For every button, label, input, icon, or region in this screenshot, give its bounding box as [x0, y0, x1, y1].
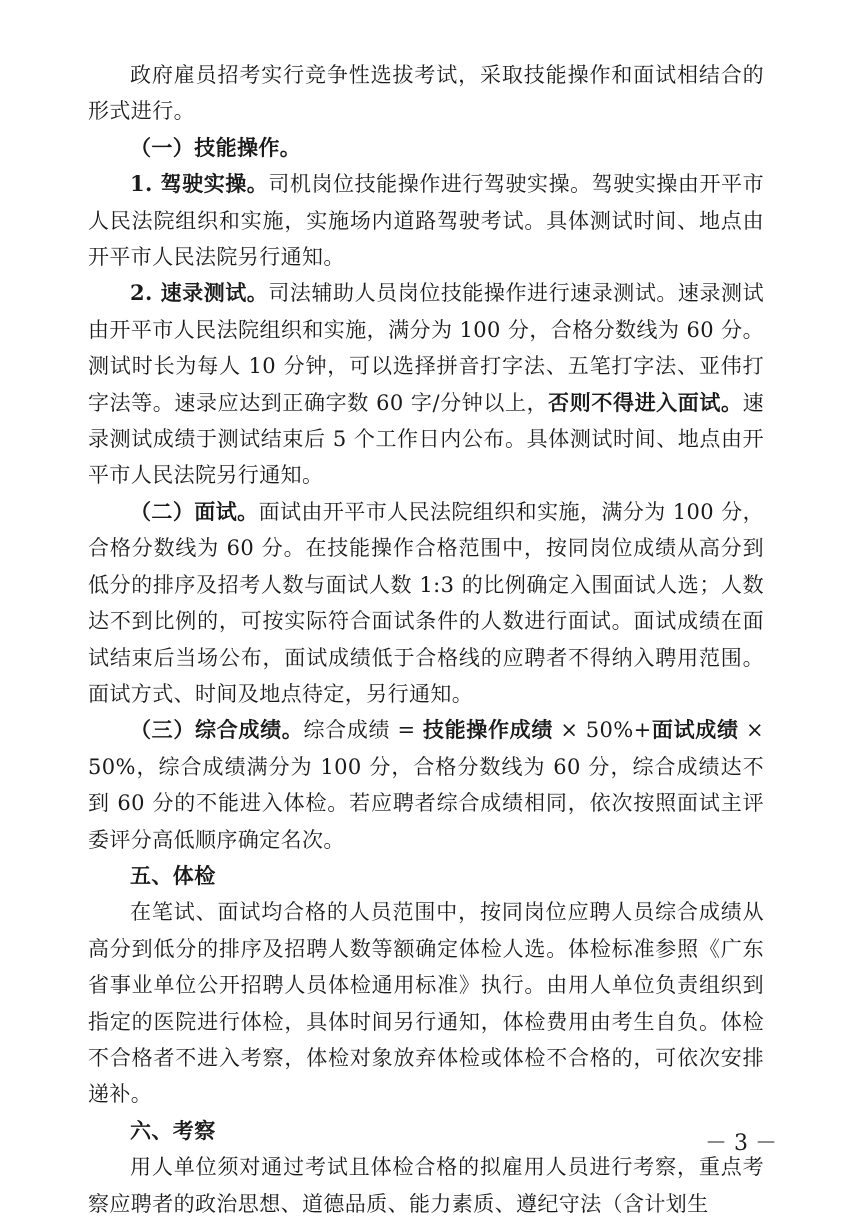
text-segment: 面试由开平市人民法院组织和实施，满分为 100 分，合格分数线为 60 分。在技能操作合格范围中，按同岗位成绩从高分到低分的排序及招考人数与面试人数 1:3 的比例确定入围面试人选；人数达不到比例的，可按实际符合面试条件的人数进行面试。面试成绩在面试结束后当场公布，面试成绩低于合格线的应聘者不得纳入聘用范围。面试方式、时间及地点待定，另行通知。 — [88, 499, 764, 706]
paragraph-physical-exam — [88, 894, 764, 1112]
page-number: － 3 － — [705, 1131, 777, 1156]
text-segment: （二）面试。 — [130, 498, 259, 524]
paragraph-investigation — [88, 1149, 764, 1222]
paragraph-driving-test — [88, 166, 764, 275]
text-segment: （三）综合成绩。 — [130, 717, 304, 743]
text-segment: 五、体检 — [130, 862, 216, 888]
text-segment: 六、考察 — [130, 1117, 216, 1143]
text-segment: 在笔试、面试均合格的人员范围中，按同岗位应聘人员综合成绩从高分到低分的排序及招聘人数等额确定体检人选。体检标准参照《广东省事业单位公开招聘人员体检通用标准》执行。由用人单位负责组织到指定的医院进行体检，具体时间另行通知，体检费用由考生自负。体检不合格者不进入考察，体检对象放弃体检或体检不合格的，可依次安排递补。 — [88, 900, 764, 1107]
text-segment: 政府雇员招考实行竞争性选拔考试，采取技能操作和面试相结合的形式进行。 — [88, 63, 764, 124]
section-heading-investigation — [88, 1113, 764, 1149]
text-segment: 用人单位须对通过考试且体检合格的拟雇用人员进行考察，重点考察应聘者的政治思想、道德品质、能力素质、遵纪守法（含计划生 — [88, 1155, 764, 1216]
text-segment: 1. 驾驶实操。 — [130, 171, 269, 197]
text-segment: 综合成绩 = — [303, 718, 423, 743]
section-heading-skill-operation — [88, 130, 764, 166]
paragraph-stenography-test — [88, 275, 764, 493]
text-segment: 司机岗位技能操作进行驾驶实操。驾驶实操由开平市人民法院组织和实施，实施场内道路驾驶考试。具体测试时间、地点由开平市人民法院另行通知。 — [88, 172, 764, 270]
document-body — [88, 57, 764, 1222]
text-segment: × 50%+ — [553, 718, 652, 743]
text-segment: 速录测试成绩于测试结束后 5 个工作日内公布。具体测试时间、地点由开平市人民法院另行通知。 — [88, 390, 764, 488]
text-segment: （一）技能操作。 — [130, 134, 302, 160]
paragraph-interview — [88, 494, 764, 712]
text-segment: 面试成绩 — [651, 717, 739, 743]
paragraph-overall-score — [88, 712, 764, 858]
text-segment: 否则不得进入面试。 — [548, 389, 743, 415]
text-segment: 技能操作成绩 — [422, 717, 554, 743]
paragraph-intro — [88, 57, 764, 130]
text-segment: 司法辅助人员岗位技能操作进行速录测试。速录测试由开平市人民法院组织和实施，满分为 100 分，合格分数线为 60 分。测试时长为每人 10 分钟，可以选择拼音打字法、五笔打字法、亚伟打字法等。速录应达到正确字数 60 字/分钟以上， — [88, 281, 764, 415]
text-segment: × 50%，综合成绩满分为 100 分，合格分数线为 60 分，综合成绩达不到 60 分的不能进入体检。若应聘者综合成绩相同，依次按照面试主评委评分高低顺序确定名次。 — [88, 718, 764, 852]
section-heading-physical-exam — [88, 858, 764, 894]
text-segment: 2. 速录测试。 — [130, 280, 269, 306]
